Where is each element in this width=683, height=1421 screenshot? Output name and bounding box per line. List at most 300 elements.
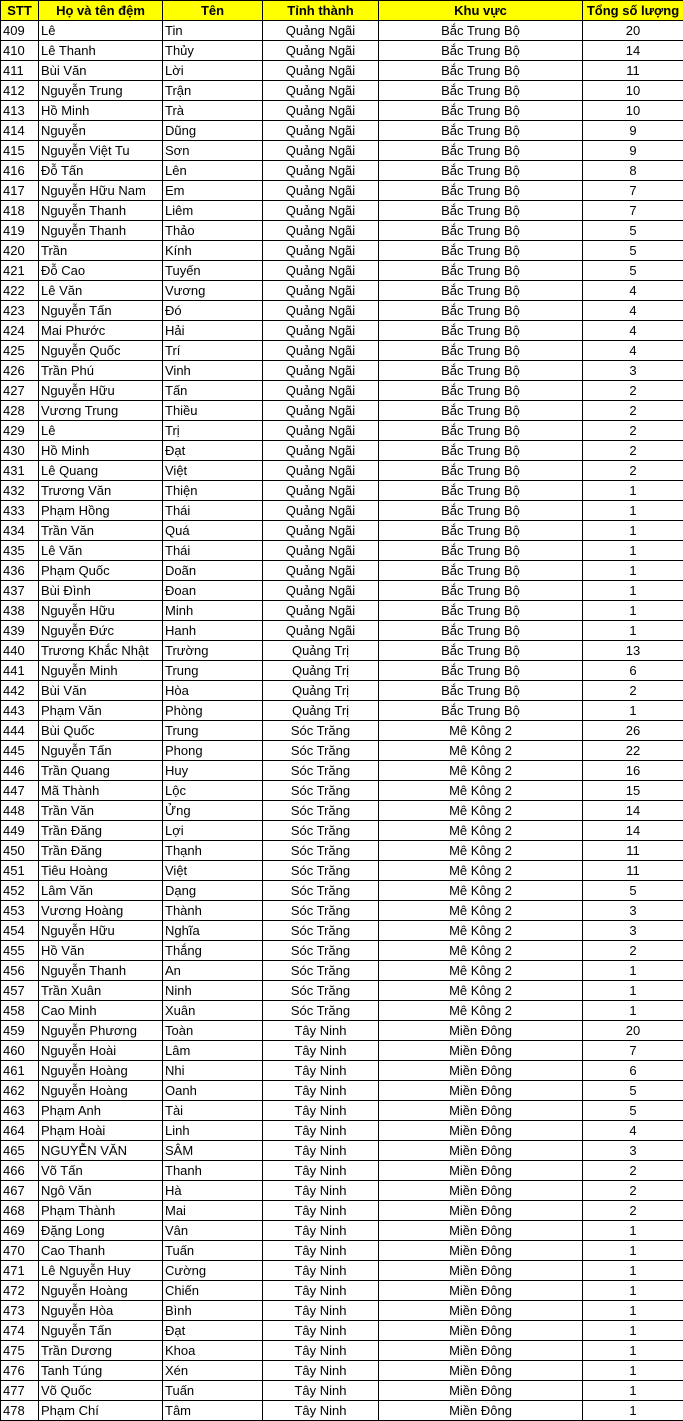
cell-ten: Em (163, 181, 263, 201)
cell-tong-so-luong: 7 (583, 201, 683, 221)
cell-khu-vuc: Miền Đông (379, 1261, 583, 1281)
cell-ten: Oanh (163, 1081, 263, 1101)
cell-stt: 413 (1, 101, 39, 121)
cell-tong-so-luong: 1 (583, 1301, 683, 1321)
cell-stt: 439 (1, 621, 39, 641)
table-row (1, 921, 683, 941)
cell-tinh-thanh: Sóc Trăng (263, 1001, 379, 1021)
cell-tong-so-luong: 6 (583, 661, 683, 681)
cell-khu-vuc: Bắc Trung Bộ (379, 41, 583, 61)
cell-ho-dem: Nguyễn Quốc (39, 341, 163, 361)
cell-ten: Trí (163, 341, 263, 361)
cell-tinh-thanh: Tây Ninh (263, 1361, 379, 1381)
cell-ten: Sơn (163, 141, 263, 161)
cell-stt: 450 (1, 841, 39, 861)
cell-ho-dem: Lê Văn (39, 541, 163, 561)
cell-ten: Trị (163, 421, 263, 441)
cell-ten: Dạng (163, 881, 263, 901)
cell-khu-vuc: Bắc Trung Bộ (379, 321, 583, 341)
cell-tong-so-luong: 11 (583, 861, 683, 881)
table-row (1, 1041, 683, 1061)
cell-tong-so-luong: 11 (583, 841, 683, 861)
cell-khu-vuc: Miền Đông (379, 1181, 583, 1201)
cell-ten: SÂM (163, 1141, 263, 1161)
cell-stt: 456 (1, 961, 39, 981)
table-row (1, 141, 683, 161)
table-row (1, 221, 683, 241)
cell-khu-vuc: Mê Kông 2 (379, 781, 583, 801)
cell-khu-vuc: Mê Kông 2 (379, 741, 583, 761)
table-row (1, 941, 683, 961)
cell-khu-vuc: Bắc Trung Bộ (379, 481, 583, 501)
cell-tinh-thanh: Quảng Ngãi (263, 421, 379, 441)
cell-ho-dem: Nguyễn Đức (39, 621, 163, 641)
table-row (1, 1261, 683, 1281)
cell-stt: 458 (1, 1001, 39, 1021)
cell-ho-dem: Mai Phước (39, 321, 163, 341)
cell-stt: 429 (1, 421, 39, 441)
cell-tong-so-luong: 1 (583, 1241, 683, 1261)
cell-tinh-thanh: Tây Ninh (263, 1121, 379, 1141)
cell-stt: 443 (1, 701, 39, 721)
cell-tinh-thanh: Sóc Trăng (263, 941, 379, 961)
table-row (1, 661, 683, 681)
cell-tinh-thanh: Sóc Trăng (263, 901, 379, 921)
cell-stt: 469 (1, 1221, 39, 1241)
cell-tong-so-luong: 2 (583, 1181, 683, 1201)
cell-khu-vuc: Bắc Trung Bộ (379, 561, 583, 581)
cell-tinh-thanh: Quảng Ngãi (263, 81, 379, 101)
table-row (1, 1021, 683, 1041)
cell-tong-so-luong: 1 (583, 1381, 683, 1401)
cell-ten: Tuyến (163, 261, 263, 281)
cell-stt: 473 (1, 1301, 39, 1321)
cell-ten: Việt (163, 461, 263, 481)
cell-tong-so-luong: 22 (583, 741, 683, 761)
cell-tinh-thanh: Quảng Ngãi (263, 401, 379, 421)
cell-tinh-thanh: Quảng Ngãi (263, 521, 379, 541)
cell-tinh-thanh: Quảng Ngãi (263, 41, 379, 61)
cell-ten: Thủy (163, 41, 263, 61)
header-stt: STT (1, 1, 39, 21)
cell-ten: Liêm (163, 201, 263, 221)
cell-ten: Nghĩa (163, 921, 263, 941)
cell-tinh-thanh: Quảng Ngãi (263, 261, 379, 281)
table-row (1, 761, 683, 781)
cell-ten: Thiều (163, 401, 263, 421)
cell-tong-so-luong: 4 (583, 281, 683, 301)
cell-tinh-thanh: Tây Ninh (263, 1041, 379, 1061)
cell-tong-so-luong: 9 (583, 141, 683, 161)
cell-ho-dem: Nguyễn Hữu (39, 381, 163, 401)
table-row (1, 861, 683, 881)
cell-stt: 463 (1, 1101, 39, 1121)
cell-ten: Tấn (163, 381, 263, 401)
cell-tong-so-luong: 7 (583, 181, 683, 201)
cell-ho-dem: Lê Thanh (39, 41, 163, 61)
table-row (1, 501, 683, 521)
cell-stt: 476 (1, 1361, 39, 1381)
cell-tong-so-luong: 3 (583, 901, 683, 921)
cell-ten: Lên (163, 161, 263, 181)
cell-stt: 451 (1, 861, 39, 881)
cell-tinh-thanh: Sóc Trăng (263, 841, 379, 861)
cell-stt: 472 (1, 1281, 39, 1301)
cell-khu-vuc: Bắc Trung Bộ (379, 641, 583, 661)
table-row (1, 61, 683, 81)
cell-stt: 418 (1, 201, 39, 221)
cell-stt: 462 (1, 1081, 39, 1101)
cell-khu-vuc: Miền Đông (379, 1121, 583, 1141)
cell-tinh-thanh: Sóc Trăng (263, 761, 379, 781)
cell-ho-dem: NGUYỄN VĂN (39, 1141, 163, 1161)
cell-ho-dem: Lâm Văn (39, 881, 163, 901)
cell-ho-dem: Đỗ Cao (39, 261, 163, 281)
cell-ten: Khoa (163, 1341, 263, 1361)
cell-ho-dem: Phạm Anh (39, 1101, 163, 1121)
table-row (1, 1161, 683, 1181)
cell-stt: 430 (1, 441, 39, 461)
cell-khu-vuc: Bắc Trung Bộ (379, 601, 583, 621)
table-row (1, 401, 683, 421)
cell-ho-dem: Bùi Quốc (39, 721, 163, 741)
table-row (1, 1241, 683, 1261)
cell-khu-vuc: Mê Kông 2 (379, 821, 583, 841)
table-row (1, 741, 683, 761)
cell-stt: 412 (1, 81, 39, 101)
cell-ho-dem: Vương Trung (39, 401, 163, 421)
cell-ho-dem: Nguyễn Hữu (39, 921, 163, 941)
cell-ten: Dũng (163, 121, 263, 141)
cell-stt: 424 (1, 321, 39, 341)
cell-ho-dem: Lê (39, 421, 163, 441)
cell-khu-vuc: Bắc Trung Bộ (379, 441, 583, 461)
cell-ho-dem: Lê Nguyễn Huy (39, 1261, 163, 1281)
cell-tinh-thanh: Tây Ninh (263, 1021, 379, 1041)
cell-tinh-thanh: Tây Ninh (263, 1321, 379, 1341)
cell-ho-dem: Hồ Minh (39, 441, 163, 461)
cell-tong-so-luong: 2 (583, 1201, 683, 1221)
cell-khu-vuc: Bắc Trung Bộ (379, 681, 583, 701)
cell-tinh-thanh: Sóc Trăng (263, 801, 379, 821)
cell-ten: Nhi (163, 1061, 263, 1081)
cell-ten: Tin (163, 21, 263, 41)
table-row (1, 721, 683, 741)
cell-khu-vuc: Miền Đông (379, 1381, 583, 1401)
cell-tong-so-luong: 2 (583, 401, 683, 421)
table-row (1, 121, 683, 141)
cell-tong-so-luong: 1 (583, 1321, 683, 1341)
cell-stt: 428 (1, 401, 39, 421)
cell-stt: 467 (1, 1181, 39, 1201)
cell-stt: 421 (1, 261, 39, 281)
cell-ten: Thảo (163, 221, 263, 241)
cell-tinh-thanh: Tây Ninh (263, 1381, 379, 1401)
cell-ho-dem: Phạm Thành (39, 1201, 163, 1221)
cell-ho-dem: Trần Đăng (39, 821, 163, 841)
table-row (1, 281, 683, 301)
cell-khu-vuc: Bắc Trung Bộ (379, 421, 583, 441)
cell-khu-vuc: Miền Đông (379, 1401, 583, 1421)
cell-khu-vuc: Miền Đông (379, 1321, 583, 1341)
cell-ho-dem: Nguyễn Phương (39, 1021, 163, 1041)
cell-stt: 474 (1, 1321, 39, 1341)
cell-ten: Vinh (163, 361, 263, 381)
table-row (1, 1381, 683, 1401)
cell-khu-vuc: Miền Đông (379, 1141, 583, 1161)
cell-ten: Lợi (163, 821, 263, 841)
cell-stt: 417 (1, 181, 39, 201)
cell-tinh-thanh: Quảng Ngãi (263, 361, 379, 381)
cell-tinh-thanh: Sóc Trăng (263, 741, 379, 761)
cell-stt: 423 (1, 301, 39, 321)
cell-stt: 437 (1, 581, 39, 601)
cell-ho-dem: Phạm Hoài (39, 1121, 163, 1141)
cell-khu-vuc: Mê Kông 2 (379, 981, 583, 1001)
cell-khu-vuc: Miền Đông (379, 1201, 583, 1221)
cell-tong-so-luong: 16 (583, 761, 683, 781)
cell-ho-dem: Phạm Quốc (39, 561, 163, 581)
cell-ho-dem: Nguyễn Hoàng (39, 1081, 163, 1101)
cell-ten: Đó (163, 301, 263, 321)
cell-tinh-thanh: Quảng Ngãi (263, 241, 379, 261)
cell-tong-so-luong: 1 (583, 1221, 683, 1241)
cell-stt: 422 (1, 281, 39, 301)
cell-ho-dem: Trần (39, 241, 163, 261)
cell-tong-so-luong: 10 (583, 81, 683, 101)
table-row (1, 441, 683, 461)
cell-ten: Thắng (163, 941, 263, 961)
cell-stt: 455 (1, 941, 39, 961)
cell-ho-dem: Tiêu Hoàng (39, 861, 163, 881)
cell-tong-so-luong: 1 (583, 701, 683, 721)
cell-ten: Ninh (163, 981, 263, 1001)
cell-tinh-thanh: Quảng Ngãi (263, 221, 379, 241)
cell-stt: 420 (1, 241, 39, 261)
cell-khu-vuc: Mê Kông 2 (379, 941, 583, 961)
cell-ho-dem: Bùi Văn (39, 61, 163, 81)
cell-khu-vuc: Bắc Trung Bộ (379, 281, 583, 301)
cell-tong-so-luong: 14 (583, 801, 683, 821)
cell-tinh-thanh: Quảng Ngãi (263, 281, 379, 301)
cell-ho-dem: Lê (39, 21, 163, 41)
cell-khu-vuc: Bắc Trung Bộ (379, 261, 583, 281)
cell-tong-so-luong: 1 (583, 601, 683, 621)
cell-ho-dem: Đặng Long (39, 1221, 163, 1241)
cell-khu-vuc: Mê Kông 2 (379, 1001, 583, 1021)
cell-stt: 465 (1, 1141, 39, 1161)
cell-stt: 459 (1, 1021, 39, 1041)
cell-ho-dem: Nguyễn Tấn (39, 1321, 163, 1341)
cell-khu-vuc: Bắc Trung Bộ (379, 61, 583, 81)
cell-stt: 416 (1, 161, 39, 181)
cell-stt: 475 (1, 1341, 39, 1361)
cell-tong-so-luong: 1 (583, 961, 683, 981)
cell-tong-so-luong: 1 (583, 1001, 683, 1021)
cell-tong-so-luong: 15 (583, 781, 683, 801)
table-row (1, 961, 683, 981)
cell-ho-dem: Nguyễn (39, 121, 163, 141)
cell-stt: 425 (1, 341, 39, 361)
table-row (1, 461, 683, 481)
cell-ten: Huy (163, 761, 263, 781)
cell-tinh-thanh: Tây Ninh (263, 1341, 379, 1361)
cell-ten: Tuấn (163, 1241, 263, 1261)
cell-tinh-thanh: Sóc Trăng (263, 881, 379, 901)
cell-khu-vuc: Bắc Trung Bộ (379, 381, 583, 401)
table-row (1, 901, 683, 921)
cell-khu-vuc: Bắc Trung Bộ (379, 21, 583, 41)
cell-tong-so-luong: 1 (583, 1281, 683, 1301)
cell-khu-vuc: Mê Kông 2 (379, 861, 583, 881)
cell-tong-so-luong: 2 (583, 441, 683, 461)
table-row (1, 201, 683, 221)
cell-khu-vuc: Bắc Trung Bộ (379, 401, 583, 421)
table-row (1, 541, 683, 561)
cell-tinh-thanh: Sóc Trăng (263, 821, 379, 841)
cell-ten: Mai (163, 1201, 263, 1221)
table-row (1, 41, 683, 61)
table-row (1, 381, 683, 401)
table-row (1, 1281, 683, 1301)
cell-stt: 442 (1, 681, 39, 701)
table-row (1, 601, 683, 621)
cell-khu-vuc: Miền Đông (379, 1221, 583, 1241)
cell-ho-dem: Võ Quốc (39, 1381, 163, 1401)
cell-stt: 464 (1, 1121, 39, 1141)
cell-ho-dem: Trần Quang (39, 761, 163, 781)
cell-tong-so-luong: 2 (583, 381, 683, 401)
cell-stt: 432 (1, 481, 39, 501)
cell-ten: Đạt (163, 1321, 263, 1341)
cell-tong-so-luong: 20 (583, 1021, 683, 1041)
cell-stt: 461 (1, 1061, 39, 1081)
table-row (1, 481, 683, 501)
cell-ho-dem: Vương Hoàng (39, 901, 163, 921)
cell-ten: Phòng (163, 701, 263, 721)
cell-ten: Tài (163, 1101, 263, 1121)
cell-ho-dem: Trần Dương (39, 1341, 163, 1361)
cell-ho-dem: Nguyễn Việt Tu (39, 141, 163, 161)
cell-khu-vuc: Bắc Trung Bộ (379, 201, 583, 221)
table-row (1, 1061, 683, 1081)
table-row (1, 321, 683, 341)
table-row (1, 561, 683, 581)
header-row (1, 1, 683, 21)
cell-ho-dem: Nguyễn Thanh (39, 961, 163, 981)
cell-ho-dem: Phạm Chí (39, 1401, 163, 1421)
table-row (1, 1121, 683, 1141)
cell-tinh-thanh: Tây Ninh (263, 1161, 379, 1181)
table-row (1, 621, 683, 641)
cell-stt: 468 (1, 1201, 39, 1221)
cell-ten: Vân (163, 1221, 263, 1241)
cell-tong-so-luong: 14 (583, 821, 683, 841)
cell-tong-so-luong: 1 (583, 481, 683, 501)
cell-khu-vuc: Miền Đông (379, 1341, 583, 1361)
cell-tong-so-luong: 2 (583, 941, 683, 961)
table-row (1, 1141, 683, 1161)
cell-tinh-thanh: Tây Ninh (263, 1061, 379, 1081)
cell-tinh-thanh: Sóc Trăng (263, 861, 379, 881)
cell-tinh-thanh: Quảng Trị (263, 641, 379, 661)
cell-ho-dem: Mã Thành (39, 781, 163, 801)
table-row (1, 821, 683, 841)
cell-khu-vuc: Bắc Trung Bộ (379, 81, 583, 101)
cell-tinh-thanh: Quảng Ngãi (263, 441, 379, 461)
table-row (1, 241, 683, 261)
cell-ten: Trà (163, 101, 263, 121)
cell-ten: Minh (163, 601, 263, 621)
cell-tinh-thanh: Quảng Trị (263, 661, 379, 681)
cell-tinh-thanh: Sóc Trăng (263, 781, 379, 801)
cell-khu-vuc: Bắc Trung Bộ (379, 581, 583, 601)
cell-khu-vuc: Bắc Trung Bộ (379, 361, 583, 381)
table-row (1, 101, 683, 121)
cell-tong-so-luong: 1 (583, 1401, 683, 1421)
cell-tinh-thanh: Quảng Ngãi (263, 181, 379, 201)
cell-ten: Bình (163, 1301, 263, 1321)
cell-khu-vuc: Bắc Trung Bộ (379, 121, 583, 141)
cell-tinh-thanh: Quảng Trị (263, 681, 379, 701)
cell-stt: 446 (1, 761, 39, 781)
cell-tong-so-luong: 1 (583, 521, 683, 541)
cell-khu-vuc: Bắc Trung Bộ (379, 101, 583, 121)
cell-ten: Lộc (163, 781, 263, 801)
cell-ten: Đoan (163, 581, 263, 601)
cell-tinh-thanh: Quảng Ngãi (263, 141, 379, 161)
cell-tinh-thanh: Quảng Ngãi (263, 21, 379, 41)
cell-ho-dem: Võ Tấn (39, 1161, 163, 1181)
cell-khu-vuc: Bắc Trung Bộ (379, 241, 583, 261)
cell-stt: 435 (1, 541, 39, 561)
cell-khu-vuc: Miền Đông (379, 1281, 583, 1301)
table-row (1, 681, 683, 701)
cell-tinh-thanh: Quảng Ngãi (263, 201, 379, 221)
cell-tinh-thanh: Quảng Ngãi (263, 101, 379, 121)
table-row (1, 581, 683, 601)
cell-ten: Trận (163, 81, 263, 101)
cell-tinh-thanh: Tây Ninh (263, 1281, 379, 1301)
cell-stt: 460 (1, 1041, 39, 1061)
cell-tong-so-luong: 1 (583, 621, 683, 641)
table-row (1, 641, 683, 661)
cell-khu-vuc: Mê Kông 2 (379, 841, 583, 861)
cell-ho-dem: Lê Quang (39, 461, 163, 481)
cell-khu-vuc: Bắc Trung Bộ (379, 621, 583, 641)
cell-khu-vuc: Bắc Trung Bộ (379, 501, 583, 521)
table-row (1, 881, 683, 901)
cell-tong-so-luong: 1 (583, 541, 683, 561)
table-row (1, 21, 683, 41)
cell-tong-so-luong: 1 (583, 1341, 683, 1361)
cell-ten: Linh (163, 1121, 263, 1141)
cell-stt: 471 (1, 1261, 39, 1281)
cell-tong-so-luong: 11 (583, 61, 683, 81)
cell-stt: 457 (1, 981, 39, 1001)
cell-tinh-thanh: Tây Ninh (263, 1101, 379, 1121)
cell-tong-so-luong: 2 (583, 681, 683, 701)
cell-khu-vuc: Bắc Trung Bộ (379, 141, 583, 161)
cell-tinh-thanh: Sóc Trăng (263, 981, 379, 1001)
cell-ho-dem: Bùi Văn (39, 681, 163, 701)
cell-stt: 440 (1, 641, 39, 661)
header-tinh-thanh: Tỉnh thành (263, 1, 379, 21)
table-row (1, 81, 683, 101)
table-row (1, 341, 683, 361)
cell-khu-vuc: Miền Đông (379, 1041, 583, 1061)
cell-khu-vuc: Miền Đông (379, 1241, 583, 1261)
